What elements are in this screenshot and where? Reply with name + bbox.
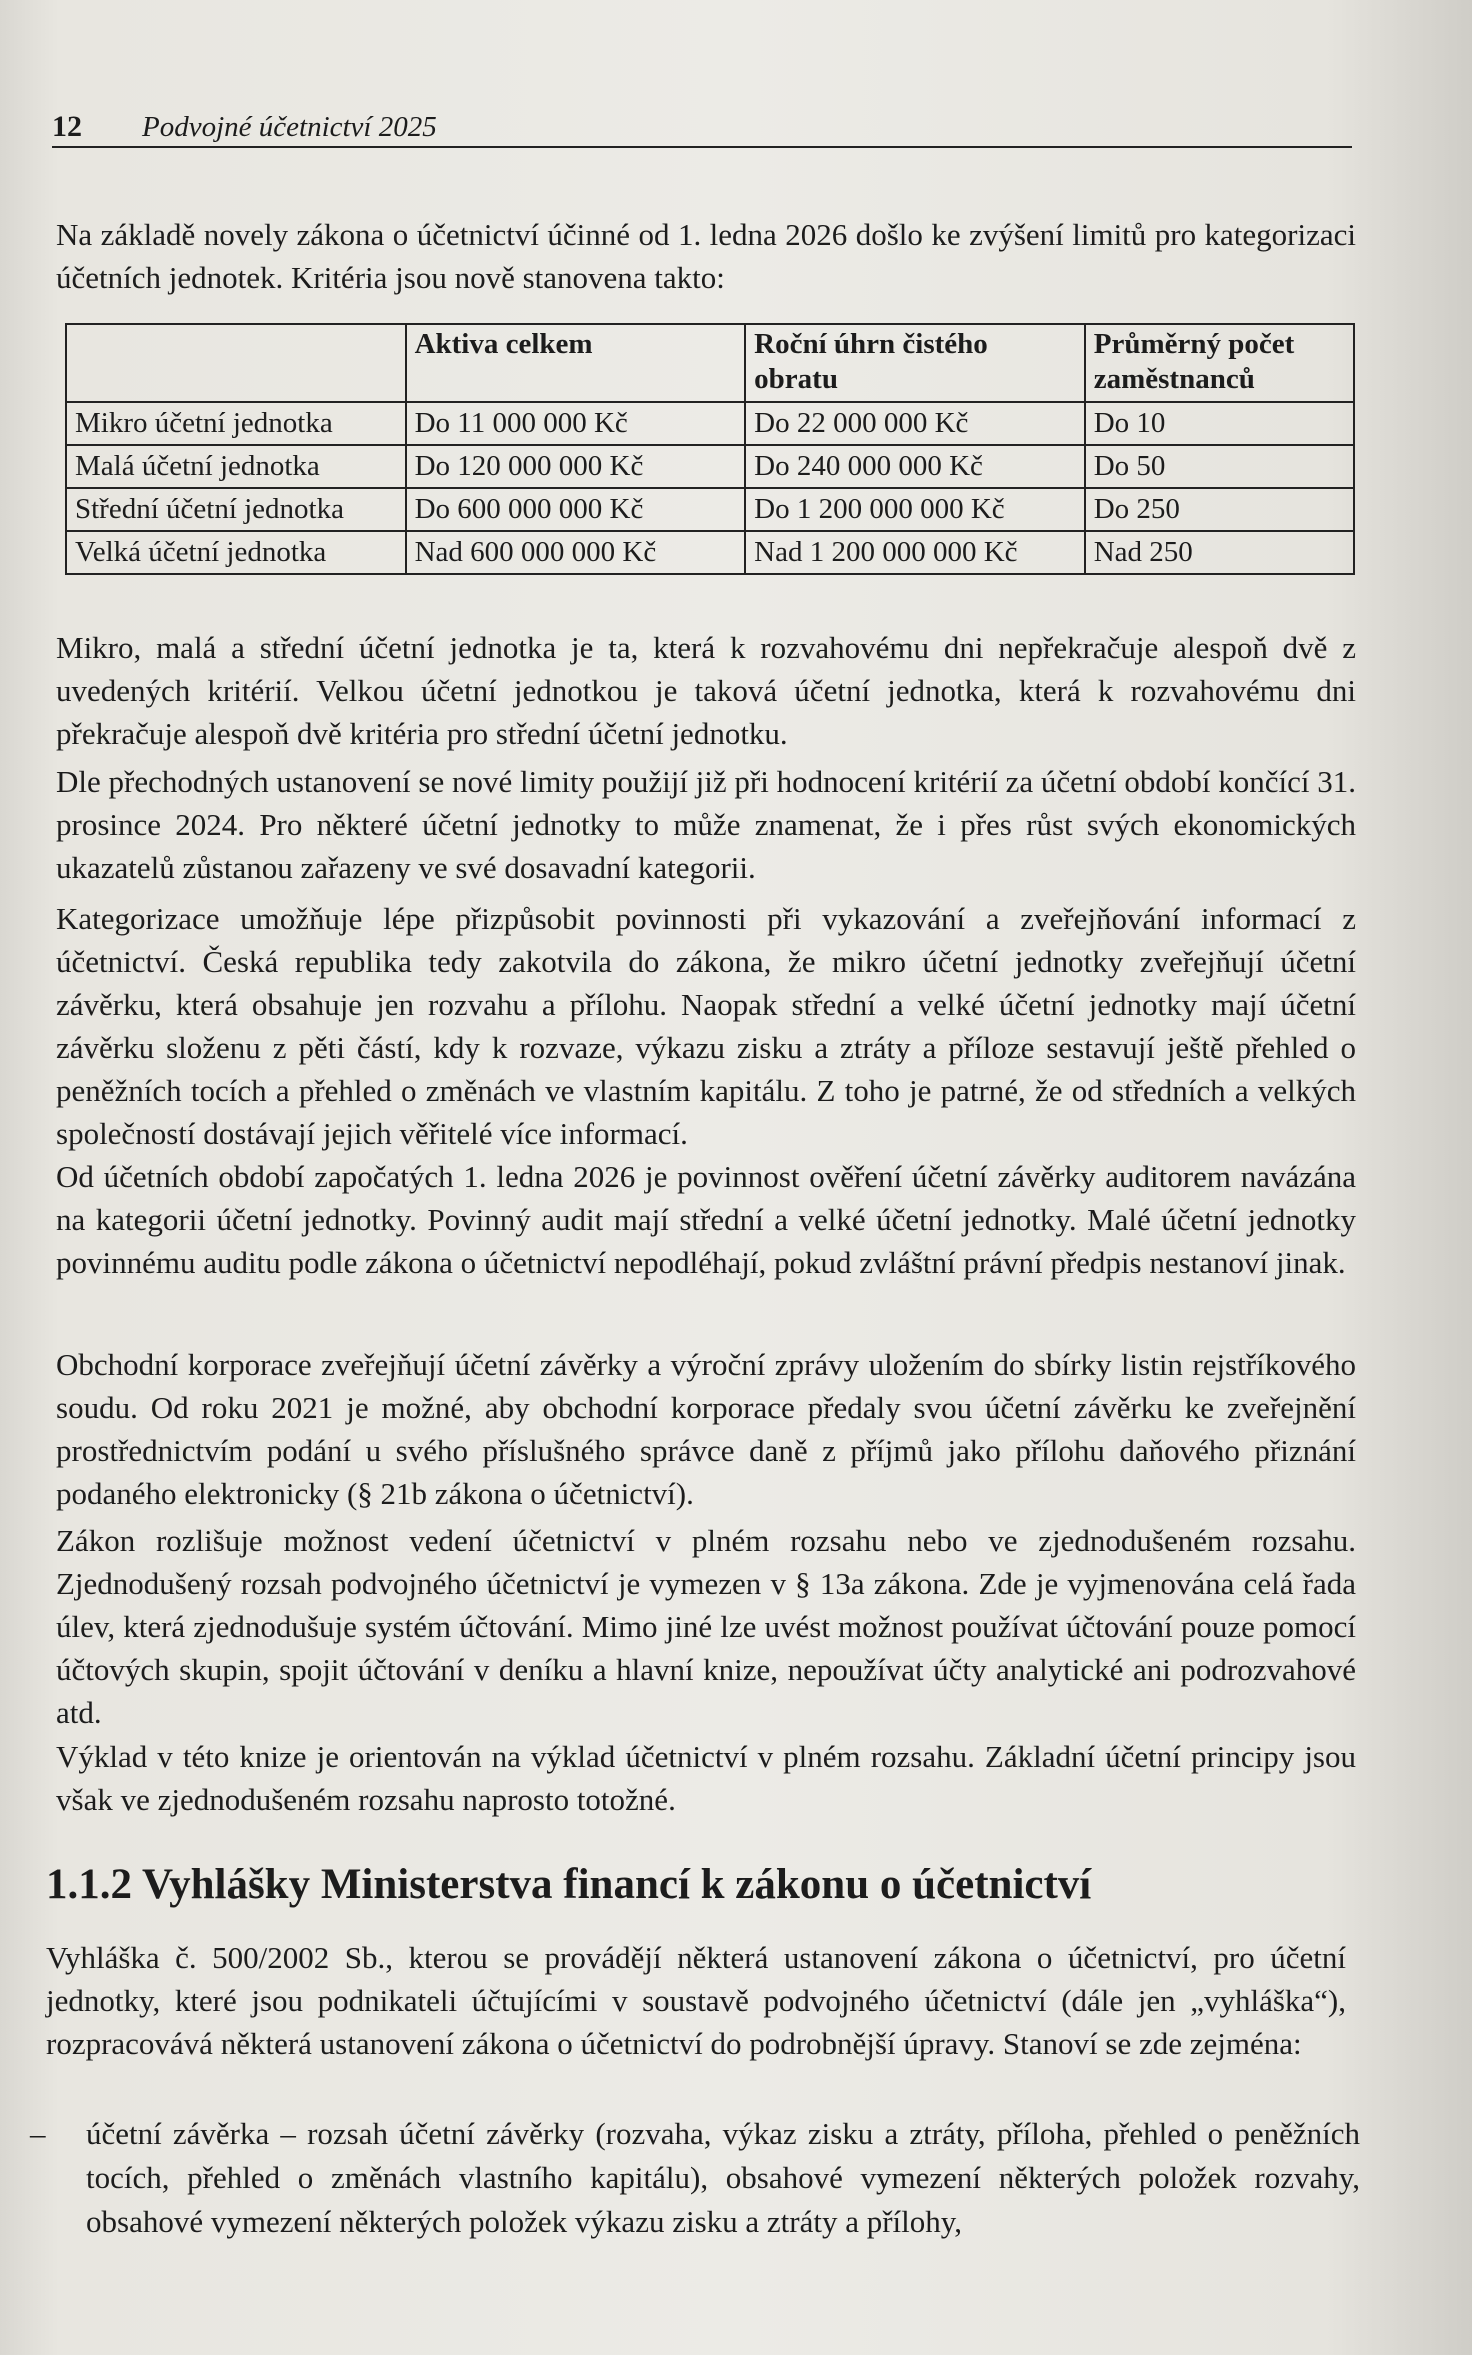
paragraph: Obchodní korporace zveřejňují účetní závěrky a výroční zprávy uložením do sbírky listin rejstříkového soudu. Od roku 2021 je možné, aby obchodní korporace předaly svou účetní závěrku ke zveřejnění prostřednictvím podání u svého příslušného správce daně z příjmů jako přílohu daňového přiznání podaného elektronicky (§ 21b zákona o účetnictví). [56,1347,1356,1511]
section-heading: 1.1.2 Vyhlášky Ministerstva financí k zákonu o účetnictví [46,1861,1092,1908]
table-cell: Do 250 [1085,488,1354,531]
table-cell: Do 50 [1085,445,1354,488]
table-header-cell: Aktiva celkem [406,324,746,402]
table-header-cell: Průměrný počet zaměstnanců [1085,324,1354,402]
category-criteria-table [65,323,1355,575]
page-number: 12 [52,110,82,143]
table-cell: Nad 250 [1085,531,1354,574]
table-row [66,445,1354,488]
table-cell: Do 22 000 000 Kč [745,402,1085,445]
table-row [66,488,1354,531]
page-header [52,104,1352,148]
table-cell: Nad 1 200 000 000 Kč [745,531,1085,574]
paragraph: Výklad v této knize je orientován na výklad účetnictví v plném rozsahu. Základní účetní principy jsou však ve zjednodušeném rozsahu naprosto totožné. [56,1739,1356,1817]
list-item-text: účetní závěrka – rozsah účetní závěrky (rozvaha, výkaz zisku a ztráty, příloha, přehled o peněžních tocích, přehled o změnách vlastního kapitálu), obsahové vymezení některých položek rozvahy, obsahové vymezení některých položek výkazu zisku a ztráty a přílohy, [86,2116,1360,2239]
table-cell: Do 1 200 000 000 Kč [745,488,1085,531]
paragraph: Kategorizace umožňuje lépe přizpůsobit povinnosti při vykazování a zveřejňování informací z účetnictví. Česká republika tedy zakotvila do zákona, že mikro účetní jednotky zveřejňují účetní závěrku, která obsahuje jen rozvahu a přílohu. Naopak střední a velké účetní jednotky mají účetní závěrku složenu z pěti částí, kdy k rozvaze, výkazu zisku a ztráty a příloze sestavují ještě přehled o peněžních tocích a přehled o změnách ve vlastním kapitálu. Z toho je patrné, že od středních a velkých společností dostávají jejich věřitelé více informací. [56,901,1356,1151]
table-header-row [66,324,1354,402]
table-row [66,402,1354,445]
table-cell: Mikro účetní jednotka [66,402,406,445]
table-cell: Do 10 [1085,402,1354,445]
list-item [30,2112,1360,2244]
paragraph: Od účetních období započatých 1. ledna 2026 je povinnost ověření účetní závěrky auditorem navázána na kategorii účetní jednotky. Povinný audit mají střední a velké účetní jednotky. Malé účetní jednotky povinnému auditu podle zákona o účetnictví nepodléhají, pokud zvláštní právní předpis nestanoví jinak. [56,1159,1356,1280]
table-cell: Do 120 000 000 Kč [406,445,746,488]
running-title: Podvojné účetnictví 2025 [142,111,437,143]
paragraph: Dle přechodných ustanovení se nové limity použijí již při hodnocení kritérií za účetní období končící 31. prosince 2024. Pro některé účetní jednotky to může znamenat, že i přes růst svých ekonomických ukazatelů zůstanou zařazeny ve své dosavadní kategorii. [56,764,1356,885]
table-cell: Do 240 000 000 Kč [745,445,1085,488]
paragraph: Mikro, malá a střední účetní jednotka je ta, která k rozvahovému dni nepřekračuje alespoň dvě z uvedených kritérií. Velkou účetní jednotkou je taková účetní jednotka, která k rozvahovému dni překračuje alespoň dvě kritéria pro střední účetní jednotku. [56,630,1356,751]
intro-paragraph: Na základě novely zákona o účetnictví účinné od 1. ledna 2026 došlo ke zvýšení limitů pro kategorizaci účetních jednotek. Kritéria jsou nově stanovena takto: [56,217,1356,295]
table-cell: Nad 600 000 000 Kč [406,531,746,574]
table-cell: Malá účetní jednotka [66,445,406,488]
bullet-list [30,2112,1360,2244]
table-cell: Velká účetní jednotka [66,531,406,574]
table-cell: Do 11 000 000 Kč [406,402,746,445]
section-intro-paragraph: Vyhláška č. 500/2002 Sb., kterou se provádějí některá ustanovení zákona o účetnictví, pro účetní jednotky, které jsou podnikateli účtujícími v soustavě podvojného účetnictví (dále jen „vyhláška“), rozpracovává některá ustanovení zákona o účetnictví do podrobnější úpravy. Stanoví se zde zejména: [46,1940,1346,2061]
paragraph: Zákon rozlišuje možnost vedení účetnictví v plném rozsahu nebo ve zjednodušeném rozsahu. Zjednodušený rozsah podvojného účetnictví je vymezen v § 13a zákona. Zde je vyjmenována celá řada úlev, která zjednodušuje systém účtování. Mimo jiné lze uvést možnost používat účtování pouze pomocí účtových skupin, spojit účtování v deníku a hlavní knize, nepoužívat účty analytické ani podrozvahové atd. [56,1523,1356,1730]
table-row [66,531,1354,574]
table-cell: Do 600 000 000 Kč [406,488,746,531]
table-header-cell: Roční úhrn čistého obratu [745,324,1085,402]
list-bullet: – [30,2116,46,2151]
table-header-cell [66,324,406,402]
table-cell: Střední účetní jednotka [66,488,406,531]
